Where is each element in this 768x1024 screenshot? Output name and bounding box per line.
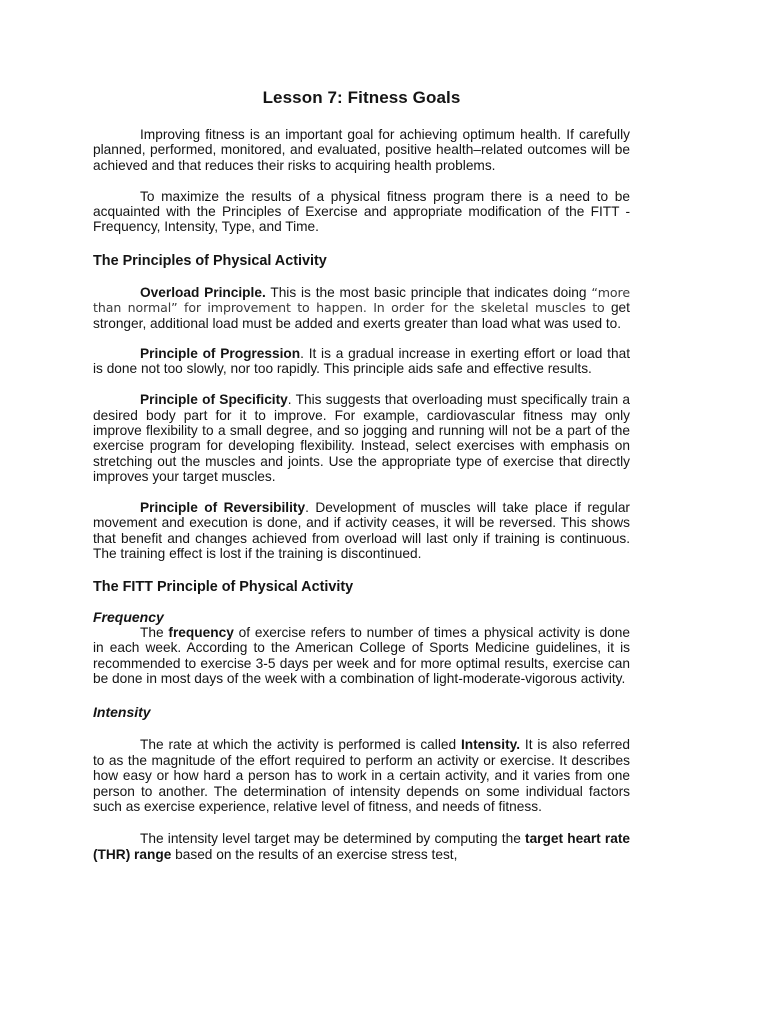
reversibility-term: Principle of Reversibility [140, 500, 306, 516]
overload-paragraph [93, 285, 630, 331]
fitt-heading: The FITT Principle of Physical Activity [93, 578, 354, 595]
frequency-term: frequency [168, 624, 234, 640]
thr-range-term: target heart rate (THR) range [93, 831, 630, 862]
progression-paragraph [93, 346, 630, 377]
overload-term: Overload Principle. [140, 284, 266, 300]
reversibility-paragraph [93, 500, 630, 562]
intensity-term: Intensity. [460, 737, 521, 753]
overload-text-light: “more than normal” for improvement to happen. In order for the skeletal muscles to [93, 284, 630, 316]
frequency-heading: Frequency [93, 608, 164, 625]
overload-text-2: get stronger, additional load must be added and exerts greater than load what was used to. [93, 300, 630, 331]
specificity-paragraph [93, 392, 630, 484]
intro-paragraph-1: Improving fitness is an important goal for achieving optimum health. If carefully planned, performed, monitored, and evaluated, positive health–related outcomes will be achieved and that reduces their risks to acquiring health problems. [93, 127, 630, 173]
specificity-text: . This suggests that overloading must specifically train a desired body part for it to improve. For example, cardiovascular fitness may only improve flexibility to a small degree, and so jogging and running will not be a part of the exercise program for developing flexibility. Instead, select exercises with emphasis on stretching out the muscles and joints. Use the appropriate type of exercise that directly improves your target muscles. [93, 392, 630, 485]
intensity-text: It is also referred to as the magnitude of the effort required to perform an activity or exercise. It describes how easy or how hard a person has to work in a certain activity, and it varies from one person to another. The determination of intensity depends on some individual factors such as exercise experience, relative level of fitness, and needs of fitness. [93, 737, 630, 814]
reversibility-text: . Development of muscles will take place if regular movement and execution is done, and if activity ceases, it will be reversed. This shows that benefit and changes achieved from overload will last only if training is continuous. The training effect is lost if the training is discontinued. [93, 500, 630, 562]
intensity-pre: The rate at which the activity is performed is called [140, 737, 461, 753]
intensity-paragraph-2 [93, 831, 630, 862]
intensity-heading: Intensity [93, 704, 151, 721]
intensity-p2-pre: The intensity level target may be determined by computing the [140, 831, 526, 847]
intro-paragraph-2: To maximize the results of a physical fitness program there is a need to be acquainted with the Principles of Exercise and appropriate modification of the FITT - Frequency, Intensity, Type, and Time. [93, 188, 630, 235]
progression-term: Principle of Progression [140, 346, 301, 362]
frequency-text: of exercise refers to number of times a physical activity is done in each week. According to the American College of Sports Medicine guidelines, it is recommended to exercise 3-5 days per week and for more optimal results, exercise can be done in most days of the week with a combination of light-moderate-vigorous activity. [93, 624, 630, 686]
progression-text: . It is a gradual increase in exerting effort or load that is done not too slowly, nor too rapidly. This principle aids safe and effective results. [93, 346, 630, 377]
principles-heading: The Principles of Physical Activity [93, 252, 327, 269]
intensity-p2-text: based on the results of an exercise stress test, [171, 846, 458, 862]
frequency-paragraph [93, 625, 630, 687]
intensity-paragraph-1 [93, 737, 630, 814]
overload-text-1: This is the most basic principle that indicates doing [265, 284, 592, 300]
lesson-title: Lesson 7: Fitness Goals [262, 88, 461, 107]
frequency-pre: The [140, 624, 169, 640]
specificity-term: Principle of Specificity [140, 392, 288, 408]
